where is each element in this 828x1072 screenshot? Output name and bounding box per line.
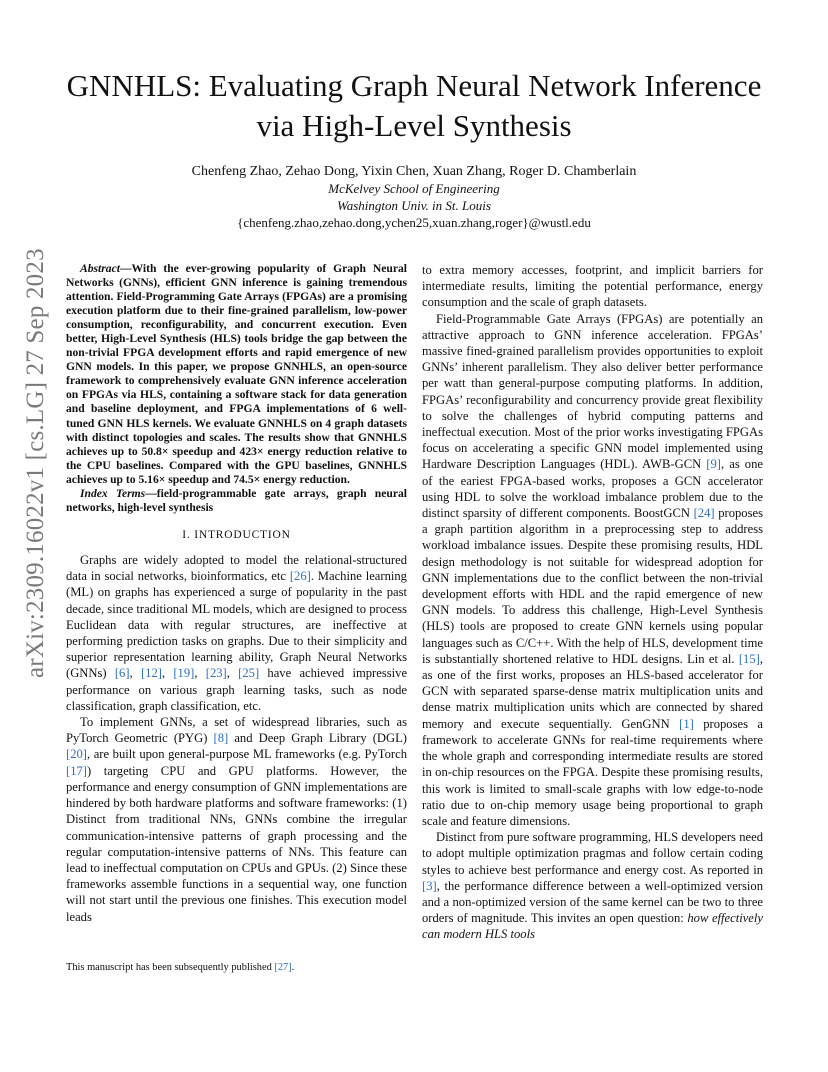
index-terms (66, 487, 407, 515)
author-list: Chenfeng Zhao, Zehao Dong, Yixin Chen, Xuan Zhang, Roger D. Chamberlain (191, 164, 637, 179)
citation-link[interactable]: [8] (213, 731, 229, 746)
index-terms-label: Index Terms (80, 486, 146, 500)
intro-paragraph-2: To implement GNNs, a set of widespread libraries, such as PyTorch Geometric (PYG) [8] and Deep Graph Library (DGL) [20], are built upon general-purpose ML frameworks (e.g. PyTorch [17]) targeting CPU and GPU platforms. However, the performance and energy consumption of GNN implementations are hindered by both hardware platforms and software frameworks: (1) Distinct from traditional NNs, GNNs combine the irregular communication-intensive patterns of graph processing and the regular computation-intensive patterns of NNs. This feature can lead to ineffectual computation on CPUs and GPUs. (2) Since these frameworks assemble functions in a sequential way, one function will not start until the previous one finishes. This execution model leads (66, 715, 407, 924)
author-emails: {chenfeng.zhao,zehao.dong,ychen25,xuan.zhang,roger}@wustl.edu (237, 215, 591, 230)
citation-link[interactable]: [15] (738, 651, 760, 666)
intro-paragraph-1: Graphs are widely adopted to model the relational-structured data in social networks, bioinformatics, etc [26]. Machine learning (ML) on graphs has experienced a surge of popularity in the past decade, since traditional ML models, which are designed to process Euclidean data with regular structures, are ineffective at performing prediction tasks on graphs. Due to their simplicity and superior representation learning ability, Graph Neural Networks (GNNs) [6], [12], [19], [23], [25] have achieved impressive performance on various graph learning tasks, such as node classification, graph classification, etc. (66, 553, 408, 713)
footnote: This manuscript has been subsequently published [27]. (66, 962, 295, 973)
citation-link[interactable]: [19] (173, 666, 195, 681)
index-terms-text: —field-programmable gate arrays, graph neural networks, high-level synthesis (66, 486, 408, 514)
left-column (66, 262, 407, 925)
citation-link[interactable]: [17] (66, 763, 87, 778)
emphasis-question: how effectively can modern HLS tools (422, 911, 763, 942)
citation-link[interactable]: [20] (66, 747, 87, 762)
citation-link[interactable]: [23] (205, 666, 227, 681)
right-column (422, 262, 763, 943)
affiliation-university: Washington Univ. in St. Louis (337, 198, 491, 213)
citation-link[interactable]: [26] (289, 569, 311, 584)
paper-title: GNNHLS: Evaluating Graph Neural Network Inference via High-Level Synthesis (66, 68, 762, 143)
abstract (66, 262, 407, 487)
citation-link[interactable]: [25] (238, 666, 260, 681)
affiliation-school: McKelvey School of Engineering (328, 181, 500, 196)
right-paragraph-3: Distinct from pure software programming, HLS developers need to adopt multiple optimization pragmas and follow certain coding styles to achieve best performance and energy cost. As reported in [3], the performance difference between a well-optimized version and a non-optimized version of the same kernel can be two to three orders of magnitude. This invites an open question: how effectively can modern HLS tools (422, 830, 763, 942)
citation-link[interactable]: [3] (422, 878, 437, 893)
abstract-label: Abstract (80, 262, 120, 275)
section-heading-introduction: I. INTRODUCTION (182, 528, 291, 541)
citation-link[interactable]: [6] (114, 666, 130, 681)
citation-link[interactable]: [12] (140, 666, 162, 681)
right-paragraph-1: to extra memory accesses, footprint, and implicit barriers for intermediate results, limiting the potential performance, energy consumption and the scale of graph datasets. (422, 263, 763, 310)
arxiv-stamp: arXiv:2309.16022v1 [cs.LG] 27 Sep 2023 (22, 248, 49, 678)
citation-link[interactable]: [27] (274, 962, 292, 973)
citation-link[interactable]: [24] (693, 506, 715, 521)
right-paragraph-2: Field-Programmable Gate Arrays (FPGAs) are potentially an attractive approach to GNN inference acceleration. FPGAs’ massive fined-grained parallelism provides opportunities to exploit GNNs’ inherent parallelism. They also deliver better performance per watt than general-purpose computing platforms. In addition, FPGAs’ reconfigurability and concurrency provide great flexibility to solve the challenges of hybrid computing patterns and ineffectual execution. Most of the prior works investigating FPGAs focus on accelerating a specific GNN model implemented using Hardware Description Languages (HDL). AWB-GCN [9], as one of the eariest FPGA-based works, proposes a GCN accelerator using HDL to solve the workload imbalance problem due to the distinct sparsity of different components. BoostGCN [24] proposes a graph partition algorithm in a preprocessing step to address workload imbalance issues. Despite these promising results, HDL design methodology is not suitable for widespread adoption for GNN implementations due to the conflict between the non-trivial development efforts with HDL and the rapid emergence of new GNN models. To address this challenge, High-Level Synthesis (HLS) tools are proposed to create GNN kernels using popular languages such as C/C++. With the help of HLS, development time is substantially shortened relative to HDL designs. Lin et al. [15], as one of the first works, proposes an HLS-based accelerator for GCN with separated sparse-dense matrix multiplication units and dense matrix multiplication units which are connected by shared memory and execute sequentially. GenGNN [1] proposes a framework to accelerate GNNs for real-time requirements where the whole graph and corresponding intermediate results are stored in on-chip resources on the FPGA. Despite these promising results, this work is limited to small-scale graphs with low edge-to-node ratio due to on-chip memory usage being proportional to graph scale and feature dimensions. (422, 311, 763, 828)
citation-link[interactable]: [9] (706, 457, 721, 472)
citation-link[interactable]: [1] (679, 716, 694, 731)
abstract-text: —With the ever-growing popularity of Graph Neural Networks (GNNs), efficient GNN inference is gaining tremendous attention. Field-Programming Gate Arrays (FPGAs) are a promising execution platform due to their fine-grained parallelism, low-power consumption, reconfigurability, and concurrent execution. Even better, High-Level Synthesis (HLS) tools bridge the gap between the non-trivial FPGA development efforts and rapid emergence of new GNN models. In this paper, we propose GNNHLS, an open-source framework to comprehensively evaluate GNN inference acceleration on FPGAs via HLS, containing a software stack for data generation and baseline deployment, and FPGA implementations of 6 well-tuned GNN HLS kernels. We evaluate GNNHLS on 4 graph datasets with distinct topologies and scales. The results show that GNNHLS achieves up to 50.8× speedup and 423× energy reduction relative to the CPU baselines. Compared with the GPU baselines, GNNHLS achieves up to 5.16× speedup and 74.5× energy reduction. (66, 262, 407, 486)
